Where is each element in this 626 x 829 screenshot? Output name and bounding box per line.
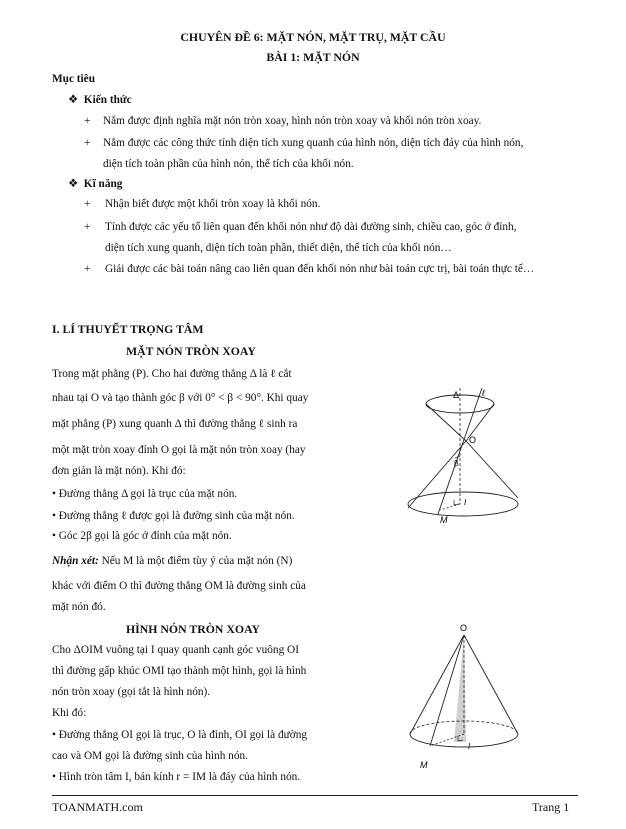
footer-site: TOANMATH.com	[52, 800, 143, 814]
knowledge-item: Nắm được định nghĩa mặt nón tròn xoay, hình nón tròn xoay và khối nón tròn xoay.	[103, 115, 482, 127]
i-label: I	[464, 498, 467, 507]
remark-line: Nhận xét: Nếu M là một điểm tùy ý của mặt nón (N)	[52, 555, 293, 567]
o-label: O	[460, 623, 468, 633]
ell-label: ℓ	[482, 388, 485, 398]
i-label: I	[468, 742, 471, 751]
paragraph-line: Cho ΔOIM vuông tại I quay quanh cạnh góc vuông OI	[52, 644, 299, 656]
subsection-heading: HÌNH NÓN TRÒN XOAY	[126, 622, 261, 636]
diamond-bullet-icon: ❖	[68, 94, 79, 106]
skill-item: Tính được các yếu tố liên quan đến khối nón như độ dài đường sinh, chiều cao, góc ở đỉnh,	[105, 221, 517, 233]
chapter-title: CHUYÊN ĐỀ 6: MẶT NÓN, MẶT TRỤ, MẶT CẦU	[180, 30, 446, 44]
paragraph-line: Trong mặt phẳng (P). Cho hai đường thẳng Δ là ℓ cắt	[52, 368, 292, 380]
bullet-line: • Góc 2β gọi là góc ở đỉnh của mặt nón.	[52, 530, 232, 542]
m-label: M	[420, 760, 428, 770]
diamond-bullet-icon: ❖	[68, 178, 79, 190]
bullet-line: • Đường thẳng Δ gọi là trục của mặt nón.	[52, 488, 238, 500]
remark-line: mặt nón đó.	[52, 601, 106, 613]
plus-bullet: +	[84, 198, 91, 210]
paragraph-line: • Đường thẳng OI gọi là trục, O là đỉnh, OI gọi là đường	[52, 729, 307, 741]
paragraph-line: một mặt tròn xoay đỉnh O gọi là mặt nón tròn xoay (hay	[52, 444, 306, 456]
delta-label: Δ	[453, 390, 460, 400]
skills-heading: ❖ Kĩ năng	[68, 178, 123, 190]
paragraph-line: đơn giản là mặt nón). Khi đó:	[52, 465, 186, 477]
skill-item: Giải được các bài toán nâng cao liên quan đến khối nón như bài toán cực trị, bài toán thực tế…	[105, 263, 535, 275]
lesson-title: BÀI 1: MẶT NÓN	[266, 50, 360, 64]
paragraph-line: Khi đó:	[52, 707, 87, 719]
skill-item-cont: diện tích xung quanh, diện tích toàn phần, thiết diện, thể tích của khối nón…	[105, 242, 452, 254]
plus-bullet: +	[84, 137, 91, 149]
o-label: O	[469, 435, 477, 445]
paragraph-line: nhau tại O và tạo thành góc β với 0° < β < 90°. Khi quay	[52, 392, 309, 404]
footer-divider	[52, 795, 578, 796]
remark-label: Nhận xét:	[52, 555, 99, 567]
subsection-heading: MẶT NÓN TRÒN XOAY	[126, 344, 256, 358]
skill-item: Nhận biết được một khối tròn xoay là khối nón.	[105, 198, 321, 210]
double-cone-figure	[398, 386, 520, 526]
knowledge-item-cont: diện tích toàn phần của hình nón, thể tích của khối nón.	[103, 158, 354, 170]
objectives-title: Mục tiêu	[52, 73, 95, 85]
paragraph-line: • Hình tròn tâm I, bán kính r = IM là đáy của hình nón.	[52, 771, 301, 783]
knowledge-item: Nắm được các công thức tính diện tích xung quanh của hình nón, diện tích đáy của hình nón,	[103, 137, 524, 149]
plus-bullet: +	[84, 115, 91, 127]
page-number: Trang 1	[532, 800, 570, 814]
beta-label: β	[454, 459, 459, 468]
knowledge-heading: ❖ Kiến thức	[68, 94, 132, 106]
paragraph-line: mặt phẳng (P) xung quanh Δ thì đường thẳng ℓ sinh ra	[52, 418, 298, 430]
right-cone-figure	[408, 622, 520, 774]
plus-bullet: +	[84, 263, 91, 275]
paragraph-line: thì đường gấp khúc OMI tạo thành một hình, gọi là hình	[52, 665, 307, 677]
remark-line: khác với điểm O thì đường thẳng OM là đường sinh của	[52, 580, 306, 592]
paragraph-line: nón tròn xoay (gọi tắt là hình nón).	[52, 686, 211, 698]
m-label: M	[440, 515, 448, 525]
bullet-line: • Đường thẳng ℓ được gọi là đường sinh của mặt nón.	[52, 510, 295, 522]
section-heading: I. LÍ THUYẾT TRỌNG TÂM	[52, 322, 204, 336]
plus-bullet: +	[84, 221, 91, 233]
paragraph-line: cao và OM gọi là đường sinh của hình nón.	[52, 750, 248, 762]
